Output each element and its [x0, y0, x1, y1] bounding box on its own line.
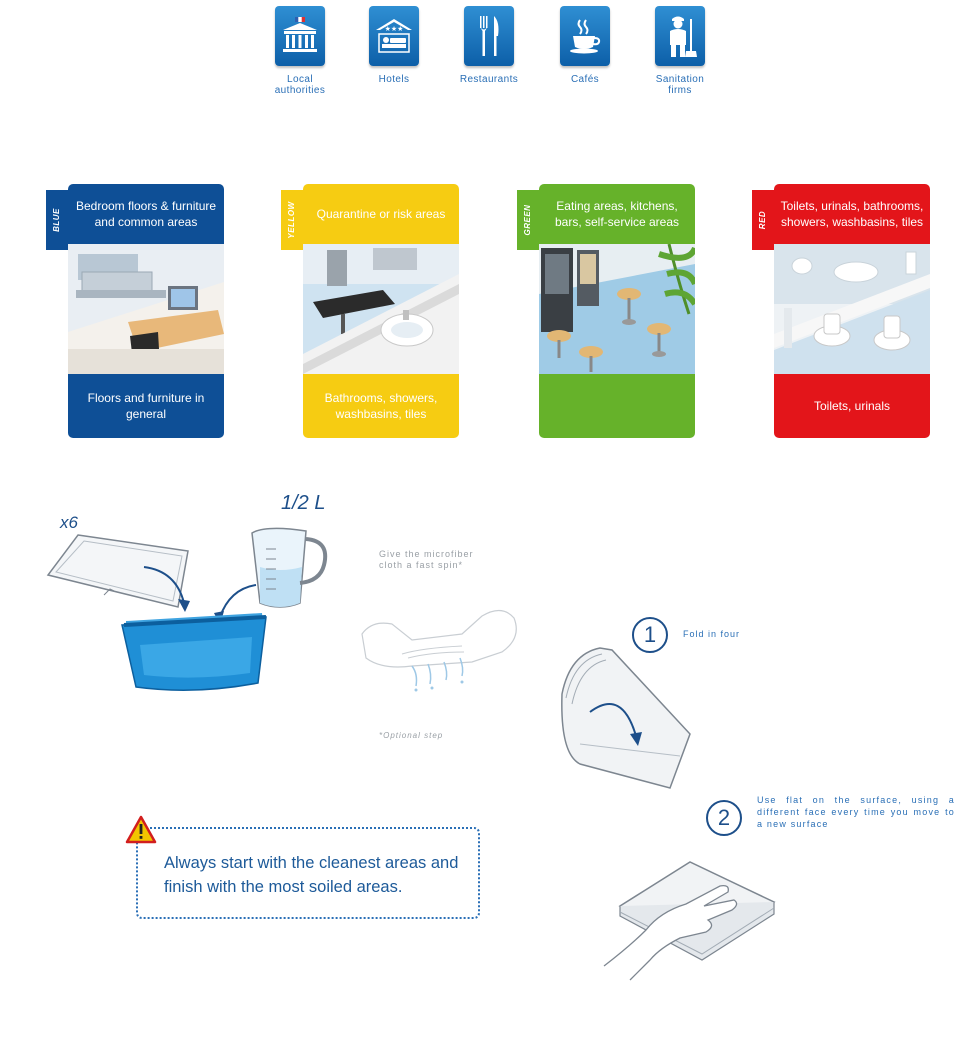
spin-instruction: Give the microfiber cloth a fast spin* — [379, 549, 474, 570]
water-amount-label: 1/2 L — [281, 492, 326, 514]
zone-header: Bedroom floors & furniture and common areas — [75, 199, 217, 229]
preparation-illustration — [44, 505, 344, 705]
zone-flag-blue — [46, 190, 68, 250]
eating-area-illustration — [539, 244, 695, 374]
step-number: 2 — [717, 805, 731, 830]
cloth-count-label: x6 — [60, 513, 78, 532]
zone-card-yellow — [303, 184, 459, 438]
sector-hotels — [344, 6, 444, 85]
warning-triangle-icon — [125, 815, 157, 845]
bedroom-office-illustration — [68, 244, 224, 374]
zone-color-name: YELLOW — [287, 201, 296, 239]
quarantine-bathroom-illustration — [303, 244, 459, 374]
sector-label: Sanitation firms — [655, 74, 705, 96]
zone-header: Quarantine or risk areas — [316, 207, 446, 221]
zone-header: Eating areas, kitchens, bars, self-service areas — [554, 199, 680, 229]
sector-label: Restaurants — [459, 74, 519, 85]
fork-knife-icon — [464, 6, 514, 66]
zone-footer: Toilets, urinals — [813, 399, 891, 413]
hands-spin-illustration — [352, 594, 524, 694]
warning-text: Always start with the cleanest areas and finish with the most soiled areas. — [164, 854, 459, 896]
step-1-text: Fold in four — [683, 629, 741, 639]
zone-color-name: GREEN — [523, 204, 532, 236]
zone-color-name: RED — [758, 210, 767, 230]
fold-cloth-illustration — [550, 644, 700, 798]
sector-local-authorities — [250, 6, 350, 96]
svg-text:★★★: ★★★ — [384, 25, 404, 33]
zone-card-red — [774, 184, 930, 438]
zone-header: Toilets, urinals, bathrooms, showers, washbasins, tiles — [780, 199, 924, 229]
sector-restaurants — [439, 6, 539, 85]
zone-flag-red — [752, 190, 774, 250]
step-2-circle — [706, 800, 742, 836]
hotel-bed-icon — [369, 6, 419, 66]
sector-label: Cafés — [570, 74, 600, 85]
optional-step-note: *Optional step — [379, 731, 444, 740]
coffee-cup-icon — [560, 6, 610, 66]
zone-flag-green — [517, 190, 539, 250]
sector-cafes — [535, 6, 635, 85]
cleaner-worker-icon — [655, 6, 705, 66]
government-building-icon — [275, 6, 325, 66]
zone-card-green — [539, 184, 695, 438]
step-2-text: Use flat on the surface, using a different face every time you move to a new surface — [757, 795, 955, 829]
zone-color-name: BLUE — [52, 208, 61, 232]
sector-label: Local authorities — [274, 74, 326, 96]
step-number: 1 — [643, 622, 657, 647]
hand-wiping-illustration — [600, 856, 780, 986]
toilets-illustration — [774, 244, 930, 374]
zone-card-blue — [68, 184, 224, 438]
sector-sanitation-firms — [630, 6, 730, 96]
zone-flag-yellow — [281, 190, 303, 250]
zone-footer: Bathrooms, showers, washbasins, tiles — [324, 391, 438, 421]
zone-footer: Floors and furniture in general — [87, 391, 205, 421]
sector-label: Hotels — [378, 74, 410, 85]
